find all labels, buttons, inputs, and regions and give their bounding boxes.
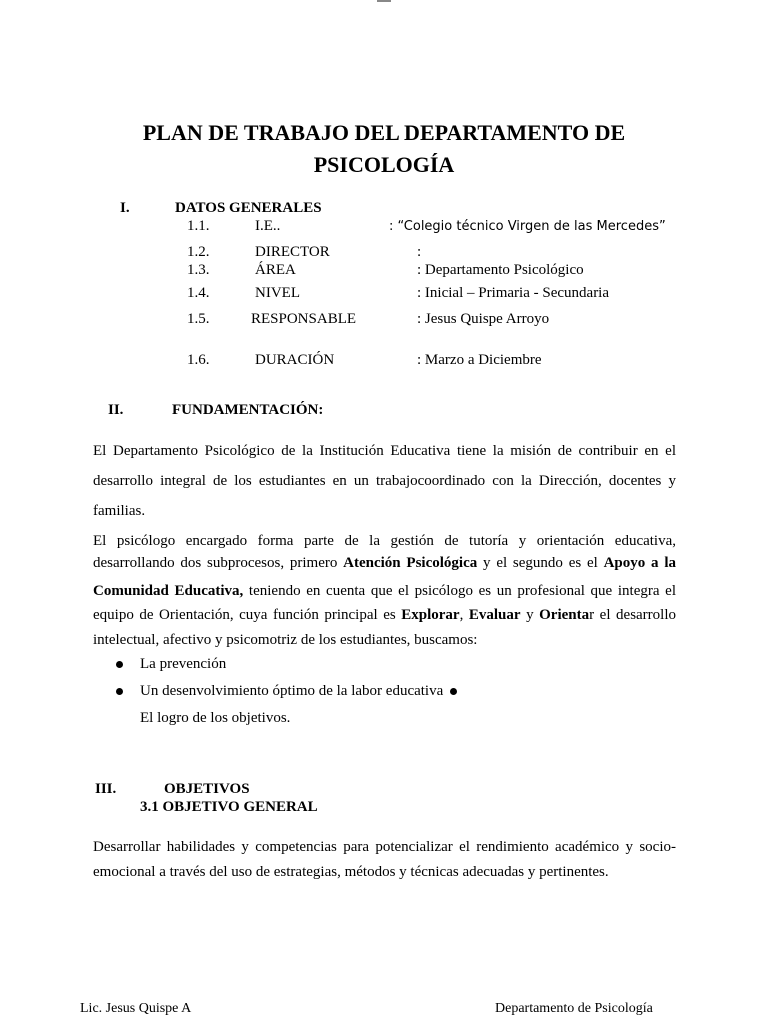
section3-number: III.: [95, 781, 117, 797]
bullet-icon: [116, 661, 123, 668]
item-1-1-number: 1.1.: [187, 218, 210, 234]
top-mark: [377, 0, 391, 2]
bullet-icon: [116, 688, 123, 695]
objetivo-general-line2: emocional a través del uso de estrategias, métodos y técnicas adecuadas y pertinentes.: [93, 864, 609, 880]
objetivo-general-line1: Desarrollar habilidades y competencias para potencializar el rendimiento académico y socio-: [93, 839, 676, 855]
item-1-5-number: 1.5.: [187, 311, 210, 327]
section2-number: II.: [108, 402, 124, 418]
page-title-line2: PSICOLOGÍA: [313, 152, 455, 177]
item-1-6-value: : Marzo a Diciembre: [417, 352, 542, 368]
fundamentacion-p2-line3: Comunidad Educativa, teniendo en cuenta que el psicólogo es un profesional que integra el: [93, 583, 676, 599]
bullet-list-item: La prevención: [116, 654, 226, 674]
footer-right: Departamento de Psicología: [495, 1001, 653, 1016]
fundamentacion-paragraph-1: El Departamento Psicológico de la Institución Educativa tiene la misión de contribuir en el desarrollo integral de los estudiantes en un trabajocoordinado con la Dirección, docentes y familias.: [93, 443, 676, 519]
item-1-3-value: : Departamento Psicológico: [417, 262, 584, 278]
item-1-4-number: 1.4.: [187, 285, 210, 301]
item-1-3-label: ÁREA: [255, 262, 296, 278]
fundamentacion-p2-line2: desarrollando dos subprocesos, primero Atención Psicológica y el segundo es el Apoyo a la: [93, 555, 676, 571]
fundamentacion-p2-line1: El psicólogo encargado forma parte de la gestión de tutoría y orientación educativa,: [93, 533, 676, 549]
bullet-list-item: El logro de los objetivos.: [140, 710, 291, 726]
section1-heading: DATOS GENERALES: [175, 200, 322, 216]
item-1-2-value: :: [417, 244, 422, 260]
item-1-5-value: : Jesus Quispe Arroyo: [417, 311, 550, 327]
item-1-3-number: 1.3.: [187, 262, 210, 278]
footer-left: Lic. Jesus Quispe A: [80, 1001, 192, 1016]
item-1-6-number: 1.6.: [187, 352, 210, 368]
fundamentacion-p2-line4: equipo de Orientación, cuya función principal es Explorar, Evaluar y Orientar el desarrollo: [93, 607, 677, 623]
fundamentacion-p2-line5: intelectual, afectivo y psicomotriz de los estudiantes, buscamos:: [93, 632, 478, 648]
item-1-4-value: : Inicial – Primaria - Secundaria: [417, 285, 610, 301]
bullet-icon: [450, 688, 457, 695]
item-1-2-number: 1.2.: [187, 244, 210, 260]
bullet-list-item: Un desenvolvimiento óptimo de la labor educativa: [116, 681, 457, 701]
item-1-6-label: DURACIÓN: [255, 352, 335, 368]
item-1-1-label: I.E..: [255, 218, 281, 234]
page-title-line1: PLAN DE TRABAJO DEL DEPARTAMENTO DE: [142, 120, 626, 145]
section3-subheading: 3.1 OBJETIVO GENERAL: [140, 799, 318, 815]
item-1-1-value: : “Colegio técnico Virgen de las Mercedes”: [389, 219, 666, 234]
item-1-5-label: RESPONSABLE: [251, 311, 357, 327]
item-1-4-label: NIVEL: [255, 285, 300, 301]
section2-heading: FUNDAMENTACIÓN:: [172, 402, 324, 418]
section1-number: I.: [120, 200, 130, 216]
item-1-2-label: DIRECTOR: [255, 244, 330, 260]
section3-heading: OBJETIVOS: [164, 781, 250, 797]
